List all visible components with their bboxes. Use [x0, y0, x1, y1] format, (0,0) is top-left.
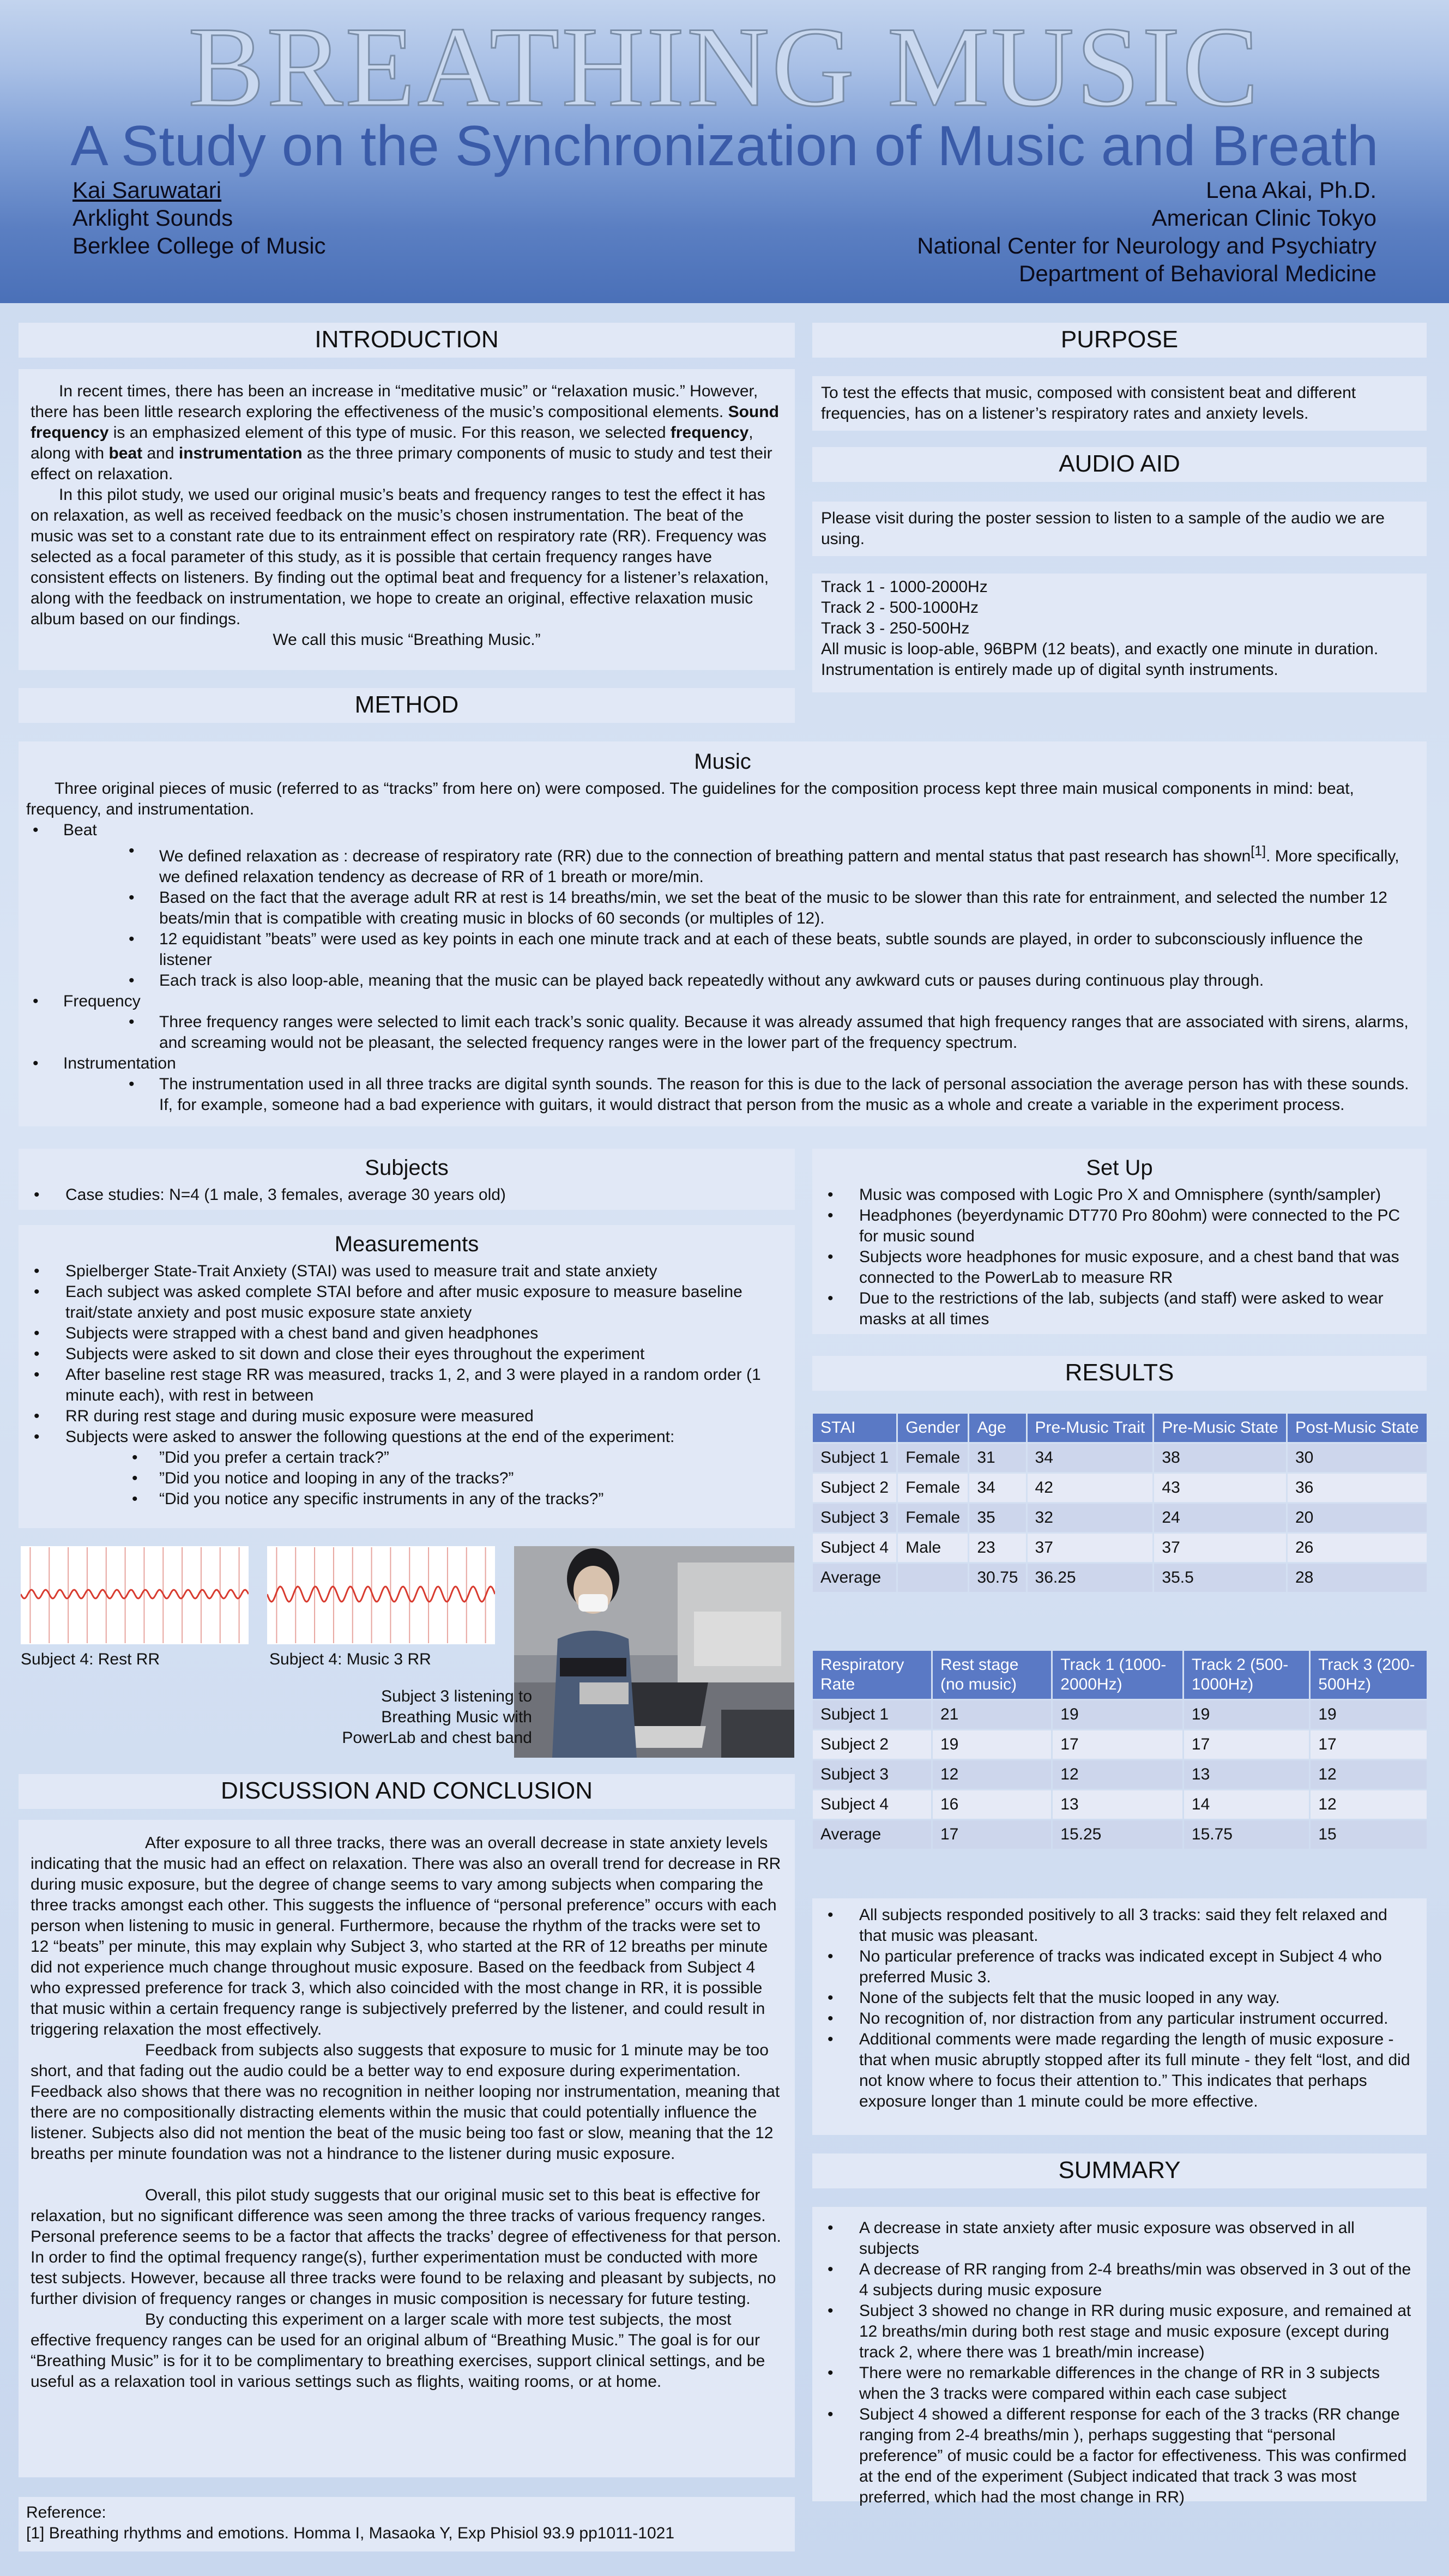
finding-item: • All subjects responded positively to all 3 tracks: said they felt relaxed and that music was pleasant.	[820, 1905, 1419, 1946]
photo-caption	[294, 1686, 532, 1748]
intro-text: , along with	[31, 424, 753, 462]
setup-heading: Set Up	[1086, 1156, 1153, 1180]
table-row	[813, 1730, 1427, 1759]
finding-item: • None of the subjects felt that the music looped in any way.	[820, 1988, 1419, 2008]
table-row	[813, 1760, 1427, 1789]
intro-text: and	[142, 444, 179, 462]
authors-left	[73, 176, 326, 260]
table-cell: 16	[933, 1790, 1051, 1819]
rr-header-cell: Respiratory Rate	[813, 1651, 931, 1699]
table-cell: 17	[1053, 1730, 1182, 1759]
measurement-item: • Subjects were strapped with a chest band and given headphones	[26, 1323, 787, 1344]
instrumentation-label: • Instrumentation	[26, 1053, 1419, 1074]
measurement-item: • After baseline rest stage RR was measured, tracks 1, 2, and 3 were played in a random order (1 minute each), with rest in between	[26, 1365, 787, 1406]
subject-photo-illustration	[514, 1546, 794, 1758]
rest-rr-caption: Subject 4: Rest RR	[21, 1650, 160, 1668]
stai-header-cell: Pre-Music Trait	[1028, 1414, 1153, 1442]
intro-paragraph-3: We call this music “Breathing Music.”	[273, 631, 541, 649]
track-line: Track 2 - 500-1000Hz	[821, 599, 979, 617]
table-cell: Male	[898, 1534, 968, 1562]
beat-point	[26, 841, 1419, 888]
stai-header-cell: Pre-Music State	[1154, 1414, 1286, 1442]
findings-list	[820, 1905, 1419, 2112]
measurements-list	[26, 1261, 787, 1510]
discussion-paragraph: By conducting this experiment on a larger scale with more test subjects, the most effective frequency ranges can be used for an original album of “Breathing Music.” The goal is for our “Breathing Music” is for it to be complimentary to breathing exercises, support clinical settings, and be useful as a relaxation tool in various settings such as flights, waiting rooms, or at home.	[31, 2310, 765, 2391]
table-cell: 19	[1311, 1700, 1427, 1729]
discussion-body	[19, 1820, 795, 2477]
beat-point: • 12 equidistant ”beats” were used as key points in each one minute track and at each of these beats, subtle sounds are played, in order to subconsciously influence the listener	[26, 929, 1419, 970]
frequency-point: • Three frequency ranges were selected to limit each track’s sonic quality. Because it was already assumed that high frequency ranges that are associated with sirens, alarms, and screaming would not be pleasant, the selected frequency ranges were in the lower part of the frequency spectrum.	[26, 1012, 1419, 1053]
table-cell: 30.75	[969, 1564, 1025, 1592]
music3-rr-waveform-graphic	[267, 1546, 495, 1644]
table-cell: Subject 1	[813, 1700, 931, 1729]
purpose-heading: PURPOSE	[812, 323, 1427, 358]
summary-heading: SUMMARY	[812, 2153, 1427, 2188]
method-intro: Three original pieces of music (referred to as “tracks” from here on) were composed. The guidelines for the composition process kept three main musical components in mind: beat, frequency, and instrumentation.	[26, 780, 1354, 818]
intro-paragraph-2: In this pilot study, we used our original music’s beats and frequency ranges to test the effect it has on relaxation, as well as received feedback on the music’s chosen instrumentation. The beat of the music was set to a constant rate due to its entrainment effect on respiratory rate (RR). Frequency was selected as a focal parameter of this study, as it is possible that certain frequency ranges have consistent effects on listeners. By finding out the optimal beat and frequency for a listener’s relaxation, along with the feedback on instrumentation, we hope to create an original, effective relaxation music album based on our findings.	[31, 486, 769, 628]
intro-keyword: frequency	[670, 424, 749, 442]
author-affiliation: Department of Behavioral Medicine	[1018, 261, 1376, 286]
subjects-box	[19, 1149, 795, 1210]
discussion-paragraph: Feedback from subjects also suggests that exposure to music for 1 minute may be too short, and that fading out the audio could be a better way to end exposure during experimentation. Feedback also shows that there was no recognition in neither looping nor instrumentation, meaning that there are no compositionally distracting elements within the music that could potentially influence the listener. Subjects also did not mention the beat of the music being too fast or slow, meaning that the 12 breaths per minute foundation was not a hindrance to the listener during music exposure.	[31, 2041, 780, 2163]
rr-header-cell: Track 2 (500-1000Hz)	[1184, 1651, 1309, 1699]
method-list	[26, 820, 1419, 1115]
table-cell: 28	[1288, 1564, 1427, 1592]
beat-point: • Each track is also loop-able, meaning that the music can be played back repeatedly without any awkward cuts or pauses during continuous play through.	[26, 970, 1419, 991]
intro-keyword: instrumentation	[178, 444, 303, 462]
table-cell: 26	[1288, 1534, 1427, 1562]
table-cell: 37	[1028, 1534, 1153, 1562]
reference-box	[19, 2497, 795, 2551]
table-cell: 19	[1184, 1700, 1309, 1729]
intro-text: is an emphasized element of this type of music. For this reason, we selected	[108, 424, 671, 442]
author-affiliation: National Center for Neurology and Psychiatry	[917, 233, 1376, 258]
stai-header-cell: STAI	[813, 1414, 896, 1442]
intro-keyword: Sound frequency	[31, 403, 779, 442]
table-cell: Female	[898, 1444, 968, 1472]
table-cell: 38	[1154, 1444, 1286, 1472]
author-name: Lena Akai, Ph.D.	[1206, 177, 1376, 203]
measurements-heading: Measurements	[334, 1232, 479, 1256]
audio-aid-heading: AUDIO AID	[812, 447, 1427, 482]
setup-item: • Due to the restrictions of the lab, subjects (and staff) were asked to wear masks at all times	[820, 1288, 1419, 1330]
photo-caption-line: PowerLab and chest band	[342, 1729, 532, 1747]
table-row	[813, 1474, 1427, 1502]
photo-caption-line: Subject 3 listening to	[381, 1687, 532, 1705]
table-cell: Average	[813, 1820, 931, 1849]
reference-label: Reference:	[26, 2503, 106, 2521]
table-cell: 12	[1311, 1790, 1427, 1819]
table-cell: 23	[969, 1534, 1025, 1562]
purpose-body	[812, 376, 1427, 431]
author-affiliation: Arklight Sounds	[73, 205, 233, 231]
stai-header-cell: Age	[969, 1414, 1025, 1442]
photo-caption-line: Breathing Music with	[381, 1708, 532, 1726]
respiratory-rate-table	[811, 1649, 1428, 1850]
table-cell: 36.25	[1028, 1564, 1153, 1592]
stai-table	[811, 1412, 1428, 1594]
table-cell: 14	[1184, 1790, 1309, 1819]
setup-item: • Headphones (beyerdynamic DT770 Pro 80ohm) were connected to the PC for music sound	[820, 1205, 1419, 1247]
subject-photo	[514, 1546, 794, 1758]
intro-text: In recent times, there has been an increase in “meditative music” or “relaxation music.” However, there has been little research exploring the effectiveness of the music’s compositional elements.	[31, 382, 758, 421]
table-row	[813, 1790, 1427, 1819]
table-row	[813, 1534, 1427, 1562]
measurement-item: • RR during rest stage and during music exposure were measured	[26, 1406, 787, 1427]
summary-item: • Subject 3 showed no change in RR during music exposure, and remained at 12 breaths/min during both rest stage and music exposure (except during track 2, where there was 1 breath/min increase)	[820, 2301, 1419, 2363]
table-row	[813, 1820, 1427, 1849]
discussion-paragraph: After exposure to all three tracks, there was an overall decrease in state anxiety levels indicating that the music had an effect on relaxation. There was also an overall trend for decrease in RR during music exposure, but the degree of change seems to vary among subjects when comparing the three tracks amongst each other. This suggests the influence of “personal preference” occurs with each person when listening to music in general. Furthermore, because the rhythm of the tracks were set to 12 “beats” per minute, this may explain why Subject 3, who started at the RR of 12 breaths per minute did not experience much change throughout music exposure. Based on the feedback from Subject 4 who expressed preference for track 3, which also coincided with the most change in RR, it is possible that music within a certain frequency range is subjectively preferred by the listener, and could result in triggering relaxation the most effectively.	[31, 1834, 781, 2038]
rr-table-wrap	[811, 1649, 1428, 1850]
summary-item: • A decrease of RR ranging from 2-4 breaths/min was observed in 3 out of the 4 subjects during music exposure	[820, 2259, 1419, 2301]
intro-paragraph-1	[31, 381, 783, 485]
finding-item: • No particular preference of tracks was indicated except in Subject 4 who preferred Music 3.	[820, 1946, 1419, 1988]
table-cell: 15.25	[1053, 1820, 1182, 1849]
table-cell: Subject 2	[813, 1730, 931, 1759]
authors-right	[917, 176, 1376, 287]
intro-text: as the three primary components of music to study and test their effect on relaxation.	[31, 444, 772, 483]
table-cell: Subject 3	[813, 1504, 896, 1532]
measurement-item: • Spielberger State-Trait Anxiety (STAI) was used to measure trait and state anxiety	[26, 1261, 787, 1282]
table-cell: Subject 2	[813, 1474, 896, 1502]
table-cell: 35	[969, 1504, 1025, 1532]
table-cell: 20	[1288, 1504, 1427, 1532]
instrumentation-point: • The instrumentation used in all three tracks are digital synth sounds. The reason for this is due to the lack of personal association the average person has with these sounds. If, for example, someone had a bad experience with guitars, it would distract that person from the music as a whole and create a variable in the experiment process.	[26, 1074, 1419, 1115]
table-cell: 21	[933, 1700, 1051, 1729]
table-cell: 43	[1154, 1474, 1286, 1502]
table-cell: 17	[1184, 1730, 1309, 1759]
track-line: Track 3 - 250-500Hz	[821, 619, 970, 637]
poster-subtitle: A Study on the Synchronization of Music and Breath	[70, 114, 1379, 178]
citation-marker: [1]	[1251, 843, 1266, 859]
rest-rr-waveform-graphic	[21, 1546, 249, 1644]
table-cell: 42	[1028, 1474, 1153, 1502]
author-affiliation: American Clinic Tokyo	[1151, 205, 1376, 231]
table-cell: Subject 1	[813, 1444, 896, 1472]
subjects-item: • Case studies: N=4 (1 male, 3 females, average 30 years old)	[26, 1185, 787, 1205]
measurement-item: • Each subject was asked complete STAI before and after music exposure to measure baseline trait/state anxiety and post music exposure state anxiety	[26, 1282, 787, 1323]
findings-box	[812, 1898, 1427, 2135]
question-item: • “Did you notice any specific instruments in any of the tracks?”	[26, 1489, 787, 1510]
finding-item: • No recognition of, nor distraction from any particular instrument occurred.	[820, 2008, 1419, 2029]
intro-keyword: beat	[108, 444, 143, 462]
track-line: Track 1 - 1000-2000Hz	[821, 578, 988, 596]
table-cell: 37	[1154, 1534, 1286, 1562]
purpose-text: To test the effects that music, composed with consistent beat and different frequencies, has on a listener’s respiratory rates and anxiety levels.	[821, 384, 1356, 423]
table-cell: 13	[1053, 1790, 1182, 1819]
track-line: Instrumentation is entirely made up of digital synth instruments.	[821, 661, 1278, 679]
table-cell: 17	[1311, 1730, 1427, 1759]
beat-label: • Beat	[26, 820, 1419, 841]
audio-aid-note	[812, 502, 1427, 556]
setup-list	[820, 1185, 1419, 1330]
table-cell: 15.75	[1184, 1820, 1309, 1849]
summary-item: • There were no remarkable differences in the change of RR in 3 subjects when the 3 tracks were compared within each case subject	[820, 2363, 1419, 2404]
rest-rr-waveform	[21, 1546, 249, 1644]
introduction-heading: INTRODUCTION	[19, 323, 795, 358]
setup-item: • Subjects wore headphones for music exposure, and a chest band that was connected to the PowerLab to measure RR	[820, 1247, 1419, 1288]
measurement-item: • Subjects were asked to sit down and close their eyes throughout the experiment	[26, 1344, 787, 1365]
table-cell: 12	[1311, 1760, 1427, 1789]
table-cell: 19	[933, 1730, 1051, 1759]
table-cell: Average	[813, 1564, 896, 1592]
music3-rr-waveform	[267, 1546, 495, 1644]
rr-header-cell: Track 3 (200-500Hz)	[1311, 1651, 1427, 1699]
table-cell: 31	[969, 1444, 1025, 1472]
poster-title: BREATHING MUSIC	[188, 4, 1261, 130]
table-cell: 13	[1184, 1760, 1309, 1789]
rr-header-cell: Rest stage (no music)	[933, 1651, 1051, 1699]
introduction-body	[19, 369, 795, 670]
author-name: Kai Saruwatari	[73, 177, 222, 203]
table-cell: 35.5	[1154, 1564, 1286, 1592]
music3-rr-caption: Subject 4: Music 3 RR	[269, 1650, 431, 1668]
table-cell: Female	[898, 1504, 968, 1532]
table-cell: 19	[1053, 1700, 1182, 1729]
frequency-label: • Frequency	[26, 991, 1419, 1012]
audio-aid-tracks	[812, 574, 1427, 692]
method-heading: METHOD	[19, 688, 795, 723]
stai-table-wrap	[811, 1412, 1428, 1594]
table-cell: 32	[1028, 1504, 1153, 1532]
table-row	[813, 1444, 1427, 1472]
finding-item: • Additional comments were made regarding the length of music exposure - that when music abruptly stopped after its full minute - they felt “lost, and did not know where to focus their attention to.” This indicates that perhaps exposure longer than 1 minute could be more effective.	[820, 2029, 1419, 2112]
measurements-box	[19, 1225, 795, 1528]
table-cell: Subject 4	[813, 1790, 931, 1819]
table-cell: 15	[1311, 1820, 1427, 1849]
table-cell: 17	[933, 1820, 1051, 1849]
table-row	[813, 1700, 1427, 1729]
discussion-heading: DISCUSSION AND CONCLUSION	[19, 1774, 795, 1809]
setup-item: • Music was composed with Logic Pro X and Omnisphere (synth/sampler)	[820, 1185, 1419, 1205]
table-row	[813, 1564, 1427, 1592]
table-cell: 12	[933, 1760, 1051, 1789]
stai-header-cell: Post-Music State	[1288, 1414, 1427, 1442]
results-heading: RESULTS	[812, 1356, 1427, 1391]
track-line: All music is loop-able, 96BPM (12 beats), and exactly one minute in duration.	[821, 640, 1379, 658]
stai-header-cell: Gender	[898, 1414, 968, 1442]
rr-header-cell: Track 1 (1000-2000Hz)	[1053, 1651, 1182, 1699]
subjects-heading: Subjects	[365, 1156, 449, 1180]
beat-text: . More specifically, we defined relaxation tendency as decrease of RR of 1 breath or more/min.	[159, 847, 1399, 886]
table-row	[813, 1504, 1427, 1532]
table-cell: Female	[898, 1474, 968, 1502]
table-cell: 12	[1053, 1760, 1182, 1789]
summary-body	[812, 2207, 1427, 2506]
reference-text: [1] Breathing rhythms and emotions. Homma I, Masaoka Y, Exp Phisiol 93.9 pp1011-1021	[26, 2524, 675, 2542]
table-cell: Subject 3	[813, 1760, 931, 1789]
author-affiliation: Berklee College of Music	[73, 233, 326, 258]
table-cell: 24	[1154, 1504, 1286, 1532]
table-cell: 34	[969, 1474, 1025, 1502]
discussion-paragraph: Overall, this pilot study suggests that our original music set to this beat is effective for relaxation, but no significant difference was seen among the three tracks of various frequency ranges. Personal preference seems to be a factor that affects the tracks’ degree of effectiveness for that person. In order to find the optimal frequency range(s), further experimentation must be conducted with more test subjects. However, because all three tracks were found to be relaxing and pleasant by subjects, no further division of frequency ranges or changes in music composition is necessary for future testing.	[31, 2186, 781, 2308]
summary-list	[820, 2218, 1419, 2508]
music-subheading: Music	[694, 750, 751, 774]
setup-box	[812, 1149, 1427, 1334]
summary-item: • A decrease in state anxiety after music exposure was observed in all subjects	[820, 2218, 1419, 2259]
table-cell: 30	[1288, 1444, 1427, 1472]
measurement-item: • Subjects were asked to answer the following questions at the end of the experiment:	[26, 1427, 787, 1447]
table-cell: 36	[1288, 1474, 1427, 1502]
summary-item: • Subject 4 showed a different response for each of the 3 tracks (RR change ranging from 2-4 breaths/min ), perhaps suggesting that “personal preference” of music could be a factor for effectiveness. This was confirmed at the end of the experiment (Subject indicated that track 3 was most preferred, which had the most change in RR)	[820, 2404, 1419, 2508]
beat-point: • Based on the fact that the average adult RR at rest is 14 breaths/min, we set the beat of the music to be slower than this rate for entrainment, and selected the number 12 beats/min that is compatible with creating music in blocks of 60 seconds (or multiples of 12).	[26, 888, 1419, 929]
question-item: • ”Did you notice and looping in any of the tracks?”	[26, 1468, 787, 1489]
question-item: • ”Did you prefer a certain track?”	[26, 1447, 787, 1468]
table-cell: Subject 4	[813, 1534, 896, 1562]
table-cell	[898, 1564, 968, 1592]
table-cell: 34	[1028, 1444, 1153, 1472]
method-body	[19, 741, 1427, 1126]
beat-text: We defined relaxation as : decrease of respiratory rate (RR) due to the connection of breathing pattern and mental status that past research has shown	[159, 847, 1251, 865]
poster-header	[0, 0, 1449, 303]
audio-aid-text: Please visit during the poster session to listen to a sample of the audio we are using.	[821, 509, 1385, 548]
